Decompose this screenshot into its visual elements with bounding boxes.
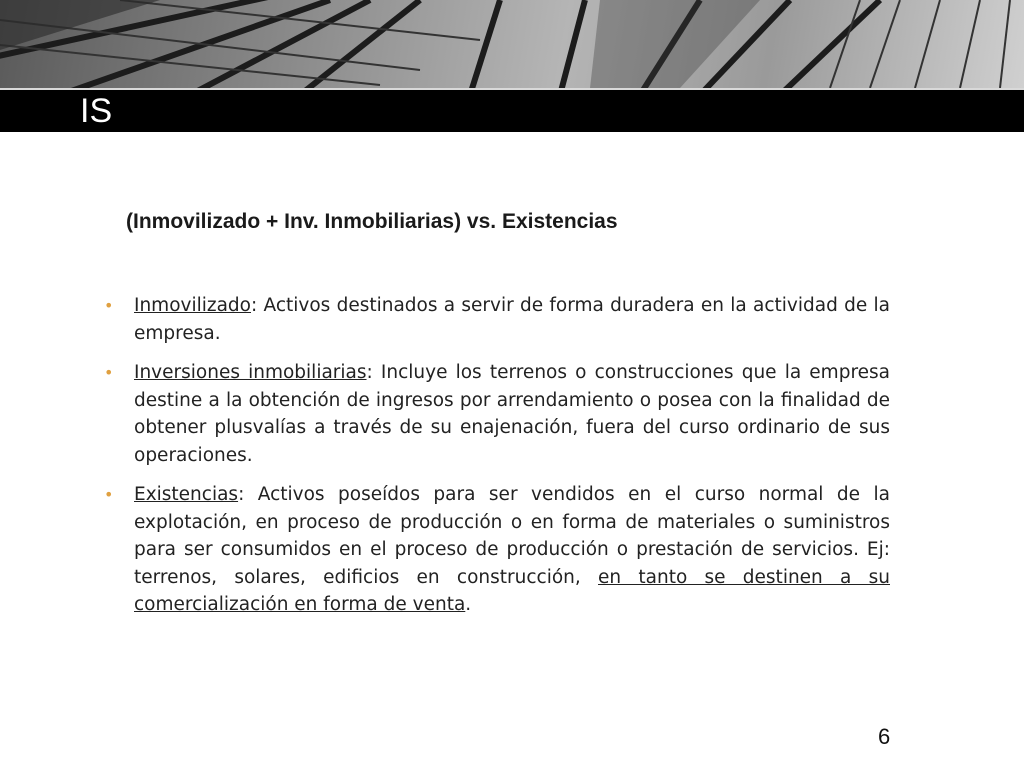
- bullet-term: Existencias: [134, 484, 239, 505]
- bullet-text: : Activos poseídos para ser vendidos en el curso normal de la explotación, en proceso de producción o en forma de materiales o suministros para ser consumidos en el proceso de producción o prestación de servicios. Ej: terrenos, solares, edificios en construcción,: [134, 484, 890, 588]
- slide-title: IS: [80, 92, 113, 130]
- bullet-term: Inversiones inmobiliarias: [134, 362, 367, 383]
- bullet-text: : Incluye los terrenos o construcciones que la empresa destine a la obtención de ingresos por arrendamiento o posea con la finalidad de obtener plusvalías a través de su enajenación, fuera del curso ordinario de sus operaciones.: [134, 362, 891, 466]
- title-bar: [0, 88, 1024, 132]
- page-number: 6: [878, 724, 891, 749]
- slide-subtitle: (Inmovilizado + Inv. Inmobiliarias) vs. Existencias: [126, 210, 618, 233]
- bullet-item-existencias: [104, 481, 890, 619]
- bullet-item-inmovilizado: [104, 292, 890, 347]
- building-facade-graphic: [0, 0, 1024, 88]
- bullet-end-text: .: [465, 594, 472, 615]
- bullet-item-inversiones: [104, 359, 890, 469]
- bullet-icon: •: [104, 296, 114, 315]
- bullet-icon: •: [104, 363, 114, 382]
- bullet-icon: •: [104, 485, 114, 504]
- bullet-underlined-text: en tanto se destinen a su comercialización en forma de venta: [134, 566, 890, 615]
- bullet-term: Inmovilizado: [134, 295, 251, 316]
- bullet-list: [104, 292, 890, 631]
- header-photo-banner: [0, 0, 1024, 88]
- bullet-text: : Activos destinados a servir de forma duradera en la actividad de la empresa.: [134, 295, 890, 344]
